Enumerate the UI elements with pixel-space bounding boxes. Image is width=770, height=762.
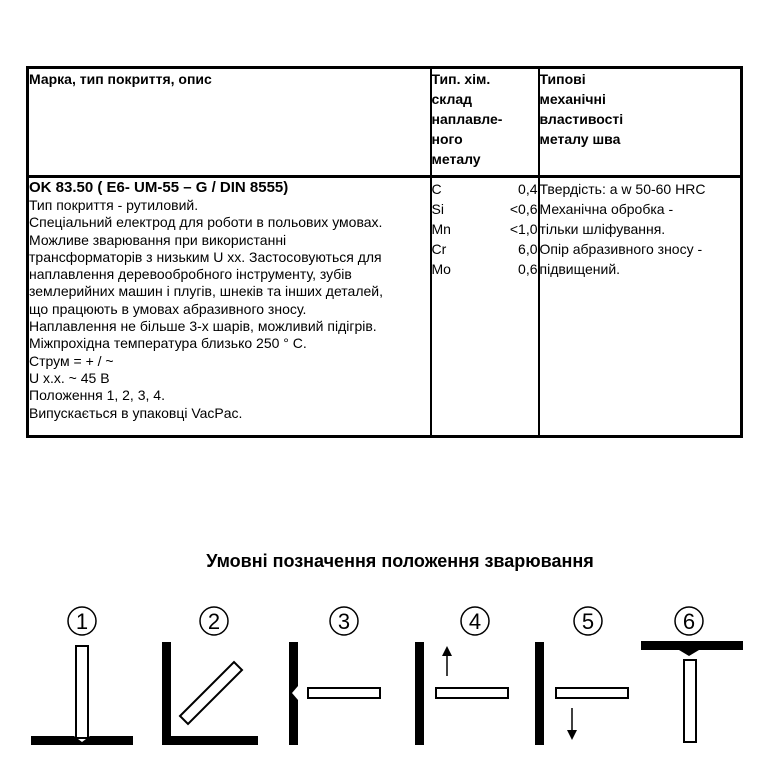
header-line: металу шва — [539, 131, 621, 147]
header-line: Тип. хім. — [431, 71, 491, 87]
electrode-model: OK 83.50 ( E6- UM-55 – G / DIN 8555) — [29, 179, 289, 196]
chem-row-si — [432, 199, 538, 219]
mechanical-line: підвищений. — [539, 261, 621, 277]
chem-row-cr — [432, 239, 538, 259]
chem-value: <0,6 — [509, 201, 538, 217]
description-line: трансформаторів з низьким U хх. Застосовуються для — [29, 248, 382, 265]
chem-element: Si — [431, 201, 444, 217]
description-line: Міжпрохідна температура близько 250 ° С. — [29, 335, 307, 352]
position-label: 3 — [337, 609, 351, 634]
chem-element: Cr — [431, 241, 447, 257]
header-mechanical-properties — [539, 68, 742, 177]
electrode-spec-table — [26, 66, 743, 438]
positions-title: Умовні позначення положення зварювання — [206, 551, 594, 571]
position-3-vertical-icon — [289, 607, 380, 745]
description-line: Наплавлення не більше 3-х шарів, можливий підігрів. — [29, 318, 377, 335]
chem-value: 0,4 — [518, 181, 538, 197]
table-row — [28, 177, 742, 437]
position-label: 2 — [207, 609, 221, 634]
mechanical-line: тільки шліфування. — [539, 221, 666, 237]
header-line: Типові — [539, 71, 586, 87]
description-line: Положення 1, 2, 3, 4. — [29, 387, 165, 404]
header-line: властивості — [539, 111, 624, 127]
header-line: механічні — [539, 91, 606, 107]
position-6-overhead-icon — [641, 607, 743, 742]
chem-value: 6,0 — [518, 241, 538, 257]
description-line: Тип покриття - рутиловий. — [29, 197, 199, 213]
electrode-description-cell — [28, 177, 431, 437]
description-line: Можливе зварювання при використанні — [29, 231, 287, 248]
chem-value: 0,6 — [518, 261, 538, 277]
header-line: наплавле- — [431, 111, 503, 127]
description-line: Спеціальний електрод для роботи в польових умовах. — [29, 214, 383, 231]
chem-row-mo — [432, 259, 538, 279]
header-line: склад — [431, 91, 473, 107]
chem-row-mn — [432, 219, 538, 239]
position-4-vertical-up-icon — [415, 607, 508, 745]
header-line: металу — [431, 151, 481, 167]
welding-positions-diagram — [0, 596, 770, 762]
mechanical-line: Твердість: а w 50-60 HRC — [539, 181, 706, 197]
chem-element: Mo — [431, 261, 451, 277]
position-label: 6 — [682, 609, 696, 634]
chem-element: C — [431, 181, 442, 197]
position-label: 1 — [75, 609, 89, 634]
position-5-vertical-down-icon — [535, 607, 628, 745]
mechanical-line: Опір абразивного зносу - — [539, 241, 703, 257]
chem-row-c — [432, 179, 538, 199]
position-1-flat-icon — [31, 607, 133, 745]
chem-value: <1,0 — [509, 221, 538, 237]
description-line: U x.x. ~ 45 В — [29, 369, 110, 386]
mechanical-line: Механічна обробка - — [539, 201, 674, 217]
table-header-row — [28, 68, 742, 177]
header-line: ного — [431, 131, 463, 147]
description-line: землерийних машин і плугів, шнеків та інших деталей, — [29, 283, 383, 300]
description-line: Випускається в упаковці VacPac. — [29, 404, 243, 421]
position-label: 5 — [581, 609, 595, 634]
chem-element: Mn — [431, 221, 451, 237]
header-brand-coating: Марка, тип покриття, опис — [28, 68, 431, 177]
header-chemical-composition — [431, 68, 539, 177]
description-line: що працюють в умовах абразивного зносу. — [29, 300, 307, 317]
position-label: 4 — [468, 609, 482, 634]
position-2-horizontal-icon — [162, 607, 258, 745]
chemical-composition-cell — [431, 177, 539, 437]
description-line: Струм = + / ~ — [29, 352, 114, 369]
mechanical-properties-cell — [539, 177, 742, 437]
description-line: наплавлення деревообробного інструменту, зубів — [29, 266, 352, 283]
